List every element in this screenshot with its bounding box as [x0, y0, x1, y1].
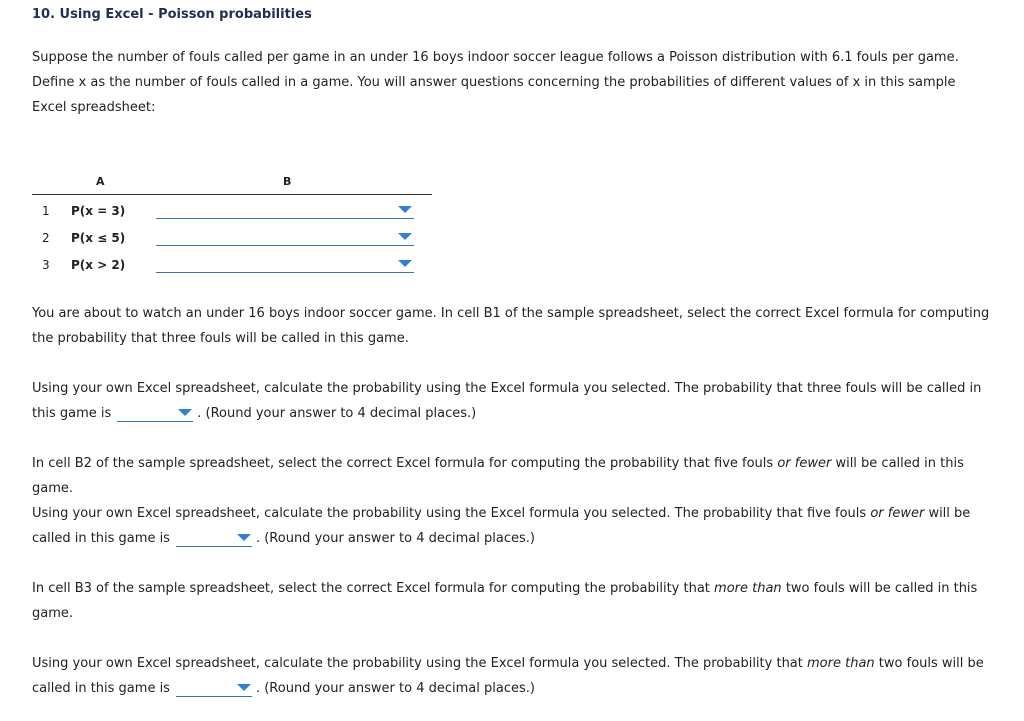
b2-formula-dropdown[interactable] — [156, 227, 414, 246]
chevron-down-icon — [398, 206, 412, 213]
sheet-row-3 — [32, 253, 432, 277]
row-number: 1 — [42, 204, 50, 218]
question-b1-text: You are about to watch an under 16 boys indoor soccer game. In cell B1 of the sample spreadsheet, select the correct Excel formula for computing the probability that three fouls will be called in this game. — [32, 306, 990, 346]
answer-2-dropdown[interactable] — [176, 530, 252, 547]
question-b3-text: In cell B3 of the sample spreadsheet, select the correct Excel formula for computing the probability that more than two fouls will be called in this game. — [32, 581, 978, 621]
row-number: 2 — [42, 231, 50, 245]
chevron-down-icon — [237, 684, 251, 691]
answer-3-dropdown[interactable] — [176, 680, 252, 697]
column-b-header: B — [283, 175, 292, 188]
chevron-down-icon — [398, 260, 412, 267]
intro-text: Suppose the number of fouls called per game in an under 16 boys indoor soccer league follows a Poisson distribution with 6.1 fouls per game. Define x as the number of fouls called in a game. You will answer questions concerning the probabilities of different values of x in this sample Excel spreadsheet: — [32, 50, 959, 115]
header-divider — [32, 194, 432, 195]
question-title: 10. Using Excel - Poisson probabilities — [32, 7, 312, 22]
chevron-down-icon — [398, 233, 412, 240]
sheet-row-2 — [32, 226, 432, 250]
column-a-header: A — [96, 175, 105, 188]
row-label: P(x = 3) — [71, 204, 126, 218]
row-label: P(x ≤ 5) — [71, 231, 126, 245]
chevron-down-icon — [237, 534, 251, 541]
b1-formula-dropdown[interactable] — [156, 200, 414, 219]
question-b1-answer: Using your own Excel spreadsheet, calculate the probability using the Excel formula you selected. The probability that three fouls will be called in this game is . (Round your answer to 4 decimal places.) — [32, 381, 982, 421]
b3-formula-dropdown[interactable] — [156, 254, 414, 273]
row-number: 3 — [42, 258, 50, 272]
sheet-row-1 — [32, 199, 432, 223]
question-b3-answer: Using your own Excel spreadsheet, calculate the probability using the Excel formula you selected. The probability that more than two fouls will be called in this game is . (Round your answer to 4 decimal places.) — [32, 656, 984, 696]
question-b2-answer: Using your own Excel spreadsheet, calculate the probability using the Excel formula you selected. The probability that five fouls or fewer will be called in this game is . (Round your answer to 4 decimal places.) — [32, 506, 971, 546]
question-b2-text: In cell B2 of the sample spreadsheet, select the correct Excel formula for computing the probability that five fouls or fewer will be called in this game. — [32, 456, 964, 496]
answer-1-dropdown[interactable] — [117, 405, 193, 422]
row-label: P(x > 2) — [71, 258, 126, 272]
chevron-down-icon — [178, 409, 192, 416]
